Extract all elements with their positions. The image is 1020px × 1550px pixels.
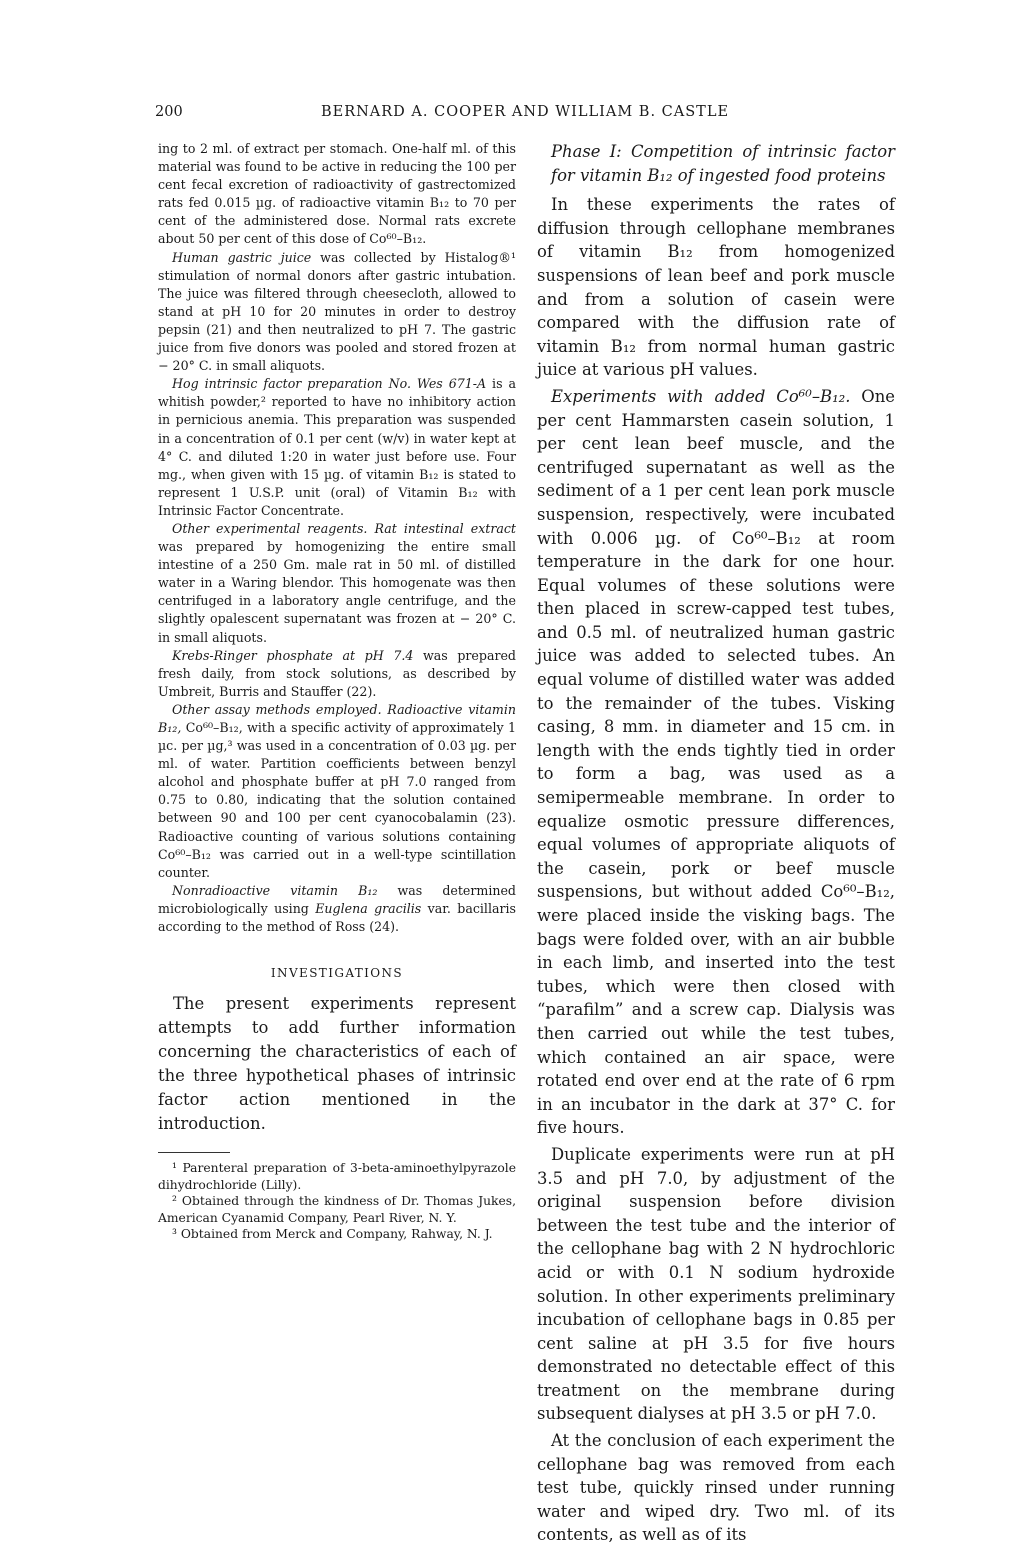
run-in-heading: Nonradioactive vitamin B₁₂ — [172, 882, 378, 898]
run-in-heading: Other experimental reagents. Rat intestinal extract — [172, 520, 516, 536]
running-head — [155, 104, 895, 128]
phase-heading: Phase I: Competition of intrinsic factor for vitamin B₁₂ of ingested food proteins — [551, 142, 895, 185]
paragraph-krebs-ringer: Krebs-Ringer phosphate at pH 7.4 was prepared fresh daily, from stock solutions, as described by Umbreit, Burris and Stauffer (22). — [158, 647, 516, 699]
run-in-heading: Experiments with added Co⁶⁰–B₁₂. — [551, 386, 851, 406]
footnote: ² Obtained through the kindness of Dr. Thomas Jukes, American Cyanamid Company, Pearl River, N. Y. — [158, 1194, 516, 1225]
paragraph-other-reagents: Other experimental reagents. Rat intestinal extract was prepared by homogenizing the entire small intestine of a 250 Gm. male rat in 50 ml. of distilled water in a Waring blendor. This homogenate was then centrifuged in a laboratory angle centrifuge, and the slightly opalescent supernatant was frozen at − 20° C. in small aliquots. — [158, 520, 516, 645]
paragraph-phase-intro: In these experiments the rates of diffusion through cellophane membranes of vitamin B₁₂ from homogenized suspensions of lean beef and pork muscle and from a solution of casein were compared with the diffusion rate of vitamin B₁₂ from normal human gastric juice at various pH values. — [537, 195, 895, 380]
paragraph-added-co60: Experiments with added Co⁶⁰–B₁₂. One per cent Hammarsten casein solution, 1 per cent lean beef muscle, and the centrifuged supernatant as well as the sediment of a 1 per cent lean pork muscle suspension, respectively, were incubated with 0.006 µg. of Co⁶⁰–B₁₂ at room temperature in the dark for one hour. Equal volumes of these solutions were then placed in screw-capped test tubes, and 0.5 ml. of neutralized human gastric juice was added to selected tubes. An equal volume of distilled water was added to the remainder of the tubes. Visking casing, 8 mm. in diameter and 15 cm. in length with the ends tightly tied in order to form a bag, was used as a semipermeable membrane. In order to equalize osmotic pressure differences, equal volumes of appropriate aliquots of the casein, pork or beef muscle suspensions, but without added Co⁶⁰–B₁₂, were placed inside the visking bags. The bags were folded over, with an air bubble in each limb, and inserted into the test tubes, which were then closed with “parafilm” and a screw cap. Dialysis was then carried out while the test tubes, which contained an air space, were rotated end over end at the rate of 6 rpm in an incubator in the dark at 37° C. for five hours. — [537, 386, 895, 1138]
running-head-authors: BERNARD A. COOPER AND WILLIAM B. CASTLE — [320, 104, 730, 120]
paragraph-conclusion: At the conclusion of each experiment the cellophane bag was removed from each test tube, quickly rinsed under running water and wiped dry. Two ml. of its contents, as well as of its — [537, 1431, 895, 1545]
left-column — [158, 140, 516, 1243]
paragraph-duplicate-experiments: Duplicate experiments were run at pH 3.5 and pH 7.0, by adjustment of the original suspension before division between the test tube and the interior of the cellophane bag with 2 N hydrochloric acid or with 0.1 N sodium hydroxide solution. In other experiments preliminary incubation of cellophane bags in 0.85 per cent saline at pH 3.5 for five hours demonstrated no detectable effect of this treatment on the membrane during subsequent dialyses at pH 3.5 or pH 7.0. — [537, 1144, 895, 1424]
run-in-heading: Human gastric juice — [172, 249, 312, 265]
run-in-heading: Hog intrinsic factor preparation No. Wes 671-A — [172, 376, 487, 392]
page-number: 200 — [155, 104, 183, 120]
footnote: ³ Obtained from Merck and Company, Rahway, N. J. — [172, 1227, 493, 1242]
section-heading-investigations: INVESTIGATIONS — [270, 966, 404, 981]
run-in-heading: Other assay methods employed. Radioactive vitamin B₁₂, — [158, 701, 516, 735]
organism-name: Euglena gracilis — [315, 900, 422, 916]
paragraph-gastric-juice: Human gastric juice was collected by Histalog®¹ stimulation of normal donors after gastric intubation. The juice was filtered through cheesecloth, allowed to stand at pH 10 for 20 minutes in order to destroy pepsin (21) and then neutralized to pH 7. The gastric juice from five donors was pooled and stored frozen at − 20° C. in small aliquots. — [158, 249, 516, 374]
paragraph-nonradioactive: Nonradioactive vitamin B₁₂ was determined microbiologically using Euglena gracilis var. bacillaris according to the method of Ross (24). — [158, 882, 516, 935]
paragraph-investigations: The present experiments represent attempts to add further information concerning the characteristics of each of the three hypothetical phases of intrinsic factor action mentioned in the introduction. — [158, 994, 516, 1134]
footnote: ¹ Parenteral preparation of 3-beta-aminoethylpyrazole dihydrochloride (Lilly). — [158, 1161, 516, 1192]
footnote-divider — [158, 1152, 230, 1153]
run-in-heading: Krebs-Ringer phosphate at pH 7.4 — [172, 647, 414, 663]
paragraph-hog-intrinsic-factor: Hog intrinsic factor preparation No. Wes 671-A is a whitish powder,² reported to have no inhibitory action in pernicious anemia. This preparation was suspended in a concentration of 0.1 per cent (w/v) in water kept at 4° C. and diluted 1:20 in water just before use. Four mg., when given with 15 µg. of vitamin B₁₂ is stated to represent 1 U.S.P. unit (oral) of Vitamin B₁₂ with Intrinsic Factor Concentrate. — [158, 376, 516, 518]
paragraph-extract-intro: ing to 2 ml. of extract per stomach. One-half ml. of this material was found to be active in reducing the 100 per cent fecal excretion of radioactivity of gastrectomized rats fed 0.015 µg. of radioactive vitamin B₁₂ to 70 per cent of the administered dose. Normal rats excrete about 50 per cent of this dose of Co⁶⁰–B₁₂. — [158, 141, 516, 247]
right-column — [537, 140, 895, 1550]
paragraph-assay-methods: Other assay methods employed. Radioactive vitamin B₁₂, Co⁶⁰–B₁₂, with a specific activity of approximately 1 µc. per µg,³ was used in a concentration of 0.03 µg. per ml. of water. Partition coefficients between benzyl alcohol and phosphate buffer at pH 7.0 ranged from 0.75 to 0.80, indicating that the solution contained between 90 and 100 per cent cyanocobalamin (23). Radioactive counting of various solutions containing Co⁶⁰–B₁₂ was carried out in a well-type scintillation counter. — [158, 701, 516, 880]
